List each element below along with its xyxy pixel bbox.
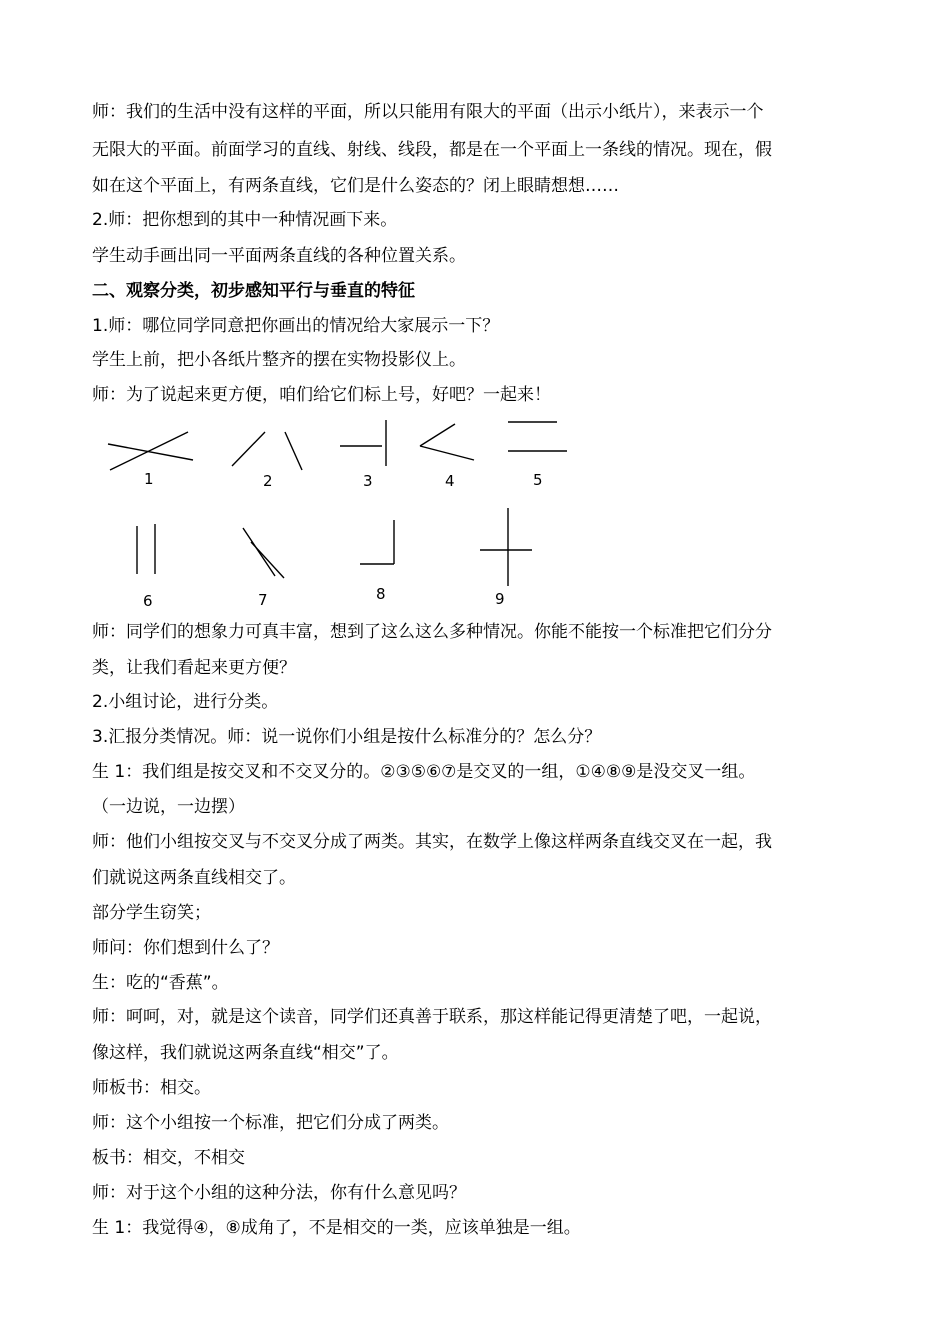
paragraph-line: 师：这个小组按一个标准，把它们分成了两类。 xyxy=(92,1113,449,1133)
paragraph-line: 像这样，我们就说这两条直线“相交”了。 xyxy=(92,1043,399,1063)
paragraph-line: 生：吃的“香蕉”。 xyxy=(92,973,229,993)
paragraph-line: 师：我们的生活中没有这样的平面，所以只能用有限大的平面（出示小纸片），来表示一个 xyxy=(92,102,764,122)
paragraph-line: 如在这个平面上，有两条直线，它们是什么姿态的？闭上眼睛想想…… xyxy=(92,176,619,196)
paragraph-line: （一边说，一边摆） xyxy=(92,797,245,817)
figure-4-line-a xyxy=(420,424,455,446)
figure-label: 3 xyxy=(363,472,373,490)
paragraph-line: 师：他们小组按交叉与不交叉分成了两类。其实，在数学上像这样两条直线交叉在一起，我 xyxy=(92,832,772,852)
section-heading: 二、观察分类，初步感知平行与垂直的特征 xyxy=(92,281,415,301)
paragraph-line: 部分学生窃笑； xyxy=(92,903,211,923)
paragraph-line: 2.小组讨论，进行分类。 xyxy=(92,692,279,712)
paragraph-line: 学生上前，把小各纸片整齐的摆在实物投影仪上。 xyxy=(92,350,466,370)
figure-label: 4 xyxy=(445,472,455,490)
paragraph-line: 3.汇报分类情况。师：说一说你们小组是按什么标准分的？怎么分？ xyxy=(92,727,602,747)
figure-label: 7 xyxy=(258,591,268,609)
figure-1-line-a xyxy=(108,444,193,460)
paragraph-line: 师：呵呵，对，就是这个读音，同学们还真善于联系，那这样能记得更清楚了吧，一起说， xyxy=(92,1007,772,1027)
figure-2-line-a xyxy=(232,432,265,466)
figure-2-line-b xyxy=(285,432,302,470)
figure-label: 6 xyxy=(143,592,153,610)
paragraph-line: 师：同学们的想象力可真丰富，想到了这么这么多种情况。你能不能按一个标准把它们分分 xyxy=(92,622,772,642)
figure-label: 5 xyxy=(533,471,543,489)
line-relations-figure xyxy=(0,0,950,620)
paragraph-line: 师：为了说起来更方便，咱们给它们标上号，好吧？一起来！ xyxy=(92,385,551,405)
paragraph-line: 学生动手画出同一平面两条直线的各种位置关系。 xyxy=(92,246,466,266)
paragraph-line: 无限大的平面。前面学习的直线、射线、线段，都是在一个平面上一条线的情况。现在，假 xyxy=(92,140,772,160)
paragraph-line: 师问：你们想到什么了？ xyxy=(92,938,279,958)
paragraph-line: 2.师：把你想到的其中一种情况画下来。 xyxy=(92,210,398,230)
figure-1-line-b xyxy=(110,432,188,470)
figure-label: 8 xyxy=(376,585,386,603)
paragraph-line: 类，让我们看起来更方便？ xyxy=(92,658,296,678)
figure-4-line-b xyxy=(420,446,474,460)
figure-label: 9 xyxy=(495,590,505,608)
paragraph-line: 1.师：哪位同学同意把你画出的情况给大家展示一下？ xyxy=(92,316,500,336)
paragraph-line: 生 1：我觉得④，⑧成角了，不是相交的一类，应该单独是一组。 xyxy=(92,1218,581,1238)
paragraph-line: 师：对于这个小组的这种分法，你有什么意见吗？ xyxy=(92,1183,466,1203)
figure-label: 1 xyxy=(144,470,154,488)
figure-7-line-b xyxy=(251,542,284,578)
figure-7-line-a xyxy=(243,528,275,576)
figure-label: 2 xyxy=(263,472,273,490)
paragraph-line: 师板书：相交。 xyxy=(92,1078,211,1098)
paragraph-line: 们就说这两条直线相交了。 xyxy=(92,868,296,888)
paragraph-line: 板书：相交，不相交 xyxy=(92,1148,245,1168)
paragraph-line: 生 1：我们组是按交叉和不交叉分的。②③⑤⑥⑦是交叉的一组，①④⑧⑨是没交叉一组。 xyxy=(92,762,756,782)
